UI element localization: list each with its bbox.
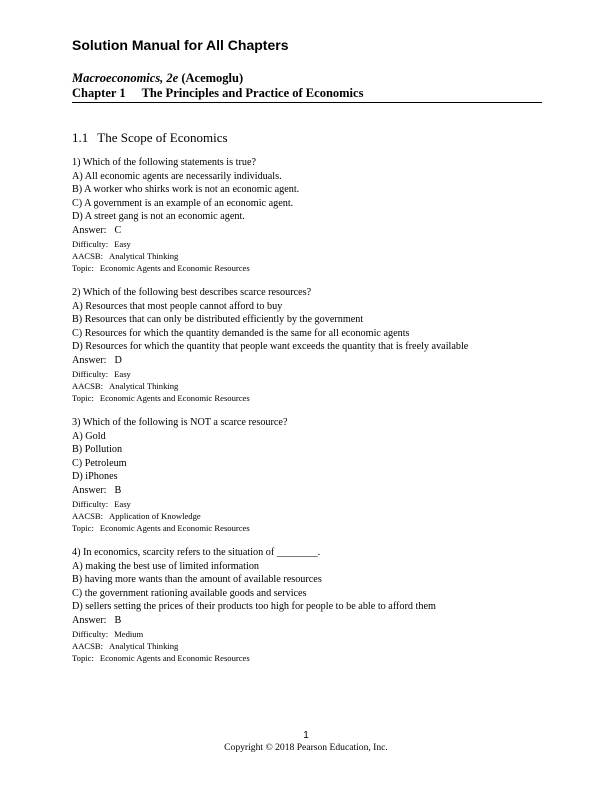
answer-option: B) Resources that can only be distributed efficiently by the government bbox=[72, 314, 364, 326]
answer-label: Answer: bbox=[72, 224, 107, 236]
topic-label: Topic: bbox=[72, 393, 94, 404]
answer-option: B) A worker who shirks work is not an economic agent. bbox=[72, 184, 300, 196]
answer-line bbox=[72, 224, 299, 238]
topic-value: Economic Agents and Economic Resources bbox=[99, 393, 250, 404]
answer-value: C bbox=[114, 224, 122, 236]
difficulty-line bbox=[72, 628, 436, 640]
answer-option: A) making the best use of limited information bbox=[72, 560, 260, 572]
question-block bbox=[72, 416, 287, 535]
difficulty-label: Difficulty: bbox=[72, 628, 109, 639]
answer-option: C) Petroleum bbox=[72, 457, 127, 469]
book-author: (Acemoglu) bbox=[181, 71, 244, 85]
aacsb-value: Analytical Thinking bbox=[109, 380, 179, 391]
difficulty-label: Difficulty: bbox=[72, 238, 109, 249]
section-number: 1.1 bbox=[72, 130, 89, 145]
aacsb-label: AACSB: bbox=[72, 250, 104, 261]
answer-label: Answer: bbox=[72, 484, 107, 496]
answer-line bbox=[72, 484, 287, 498]
difficulty-line bbox=[72, 238, 299, 250]
aacsb-value: Analytical Thinking bbox=[109, 250, 179, 261]
topic-line bbox=[72, 522, 287, 534]
answer-line bbox=[72, 614, 436, 628]
answer-option: B) having more wants than the amount of available resources bbox=[72, 574, 322, 586]
question-block bbox=[72, 286, 468, 405]
aacsb-label: AACSB: bbox=[72, 380, 104, 391]
chapter-heading bbox=[72, 86, 542, 103]
answer-option: C) Resources for which the quantity demanded is the same for all economic agents bbox=[72, 327, 410, 339]
question-stem: 4) In economics, scarcity refers to the situation of ________. bbox=[72, 547, 321, 558]
topic-value: Economic Agents and Economic Resources bbox=[99, 523, 250, 534]
section-title: The Scope of Economics bbox=[97, 130, 228, 145]
topic-line bbox=[72, 392, 468, 404]
topic-value: Economic Agents and Economic Resources bbox=[99, 653, 250, 664]
question-stem: 1) Which of the following statements is true? bbox=[72, 157, 256, 168]
answer-option: C) A government is an example of an economic agent. bbox=[72, 197, 294, 209]
answer-option: D) sellers setting the prices of their products too high for people to be able to afford them bbox=[72, 601, 436, 613]
topic-label: Topic: bbox=[72, 263, 94, 274]
aacsb-value: Analytical Thinking bbox=[109, 640, 179, 651]
difficulty-value: Easy bbox=[114, 368, 131, 379]
aacsb-value: Application of Knowledge bbox=[109, 510, 201, 521]
answer-line bbox=[72, 354, 468, 368]
topic-line bbox=[72, 262, 299, 274]
chapter-number: Chapter 1 bbox=[72, 86, 126, 100]
book-title-line bbox=[72, 71, 243, 86]
section-heading bbox=[72, 130, 228, 146]
answer-option: D) Resources for which the quantity that people want exceeds the quantity that is freely available bbox=[72, 341, 469, 353]
aacsb-line bbox=[72, 250, 299, 262]
question-stem: 2) Which of the following best describes scarce resources? bbox=[72, 287, 312, 298]
answer-value: D bbox=[114, 354, 122, 366]
aacsb-line bbox=[72, 510, 287, 522]
question-stem: 3) Which of the following is NOT a scarce resource? bbox=[72, 417, 288, 428]
aacsb-line bbox=[72, 380, 468, 392]
banner-title: Solution Manual for All Chapters bbox=[72, 37, 289, 53]
difficulty-value: Easy bbox=[114, 498, 131, 509]
difficulty-label: Difficulty: bbox=[72, 368, 109, 379]
difficulty-line bbox=[72, 498, 287, 510]
answer-label: Answer: bbox=[72, 614, 107, 626]
topic-line bbox=[72, 652, 436, 664]
topic-value: Economic Agents and Economic Resources bbox=[99, 263, 250, 274]
answer-option: B) Pollution bbox=[72, 444, 123, 456]
topic-label: Topic: bbox=[72, 523, 94, 534]
aacsb-line bbox=[72, 640, 436, 652]
answer-option: A) Gold bbox=[72, 430, 106, 442]
question-block bbox=[72, 546, 436, 665]
answer-option: D) iPhones bbox=[72, 471, 118, 483]
chapter-title: The Principles and Practice of Economics bbox=[141, 86, 364, 100]
answer-option: A) All economic agents are necessarily individuals. bbox=[72, 170, 282, 182]
copyright-notice: Copyright © 2018 Pearson Education, Inc. bbox=[224, 742, 388, 753]
answer-option: A) Resources that most people cannot afford to buy bbox=[72, 300, 283, 312]
difficulty-value: Easy bbox=[114, 238, 131, 249]
answer-option: C) the government rationing available goods and services bbox=[72, 587, 307, 599]
answer-value: B bbox=[114, 484, 122, 496]
difficulty-line bbox=[72, 368, 468, 380]
book-title: Macroeconomics, 2e bbox=[72, 71, 179, 85]
topic-label: Topic: bbox=[72, 653, 94, 664]
aacsb-label: AACSB: bbox=[72, 640, 104, 651]
question-block bbox=[72, 156, 299, 275]
answer-value: B bbox=[114, 614, 122, 626]
answer-label: Answer: bbox=[72, 354, 107, 366]
page-number: 1 bbox=[303, 730, 309, 741]
aacsb-label: AACSB: bbox=[72, 510, 104, 521]
difficulty-value: Medium bbox=[114, 628, 144, 639]
answer-option: D) A street gang is not an economic agent. bbox=[72, 211, 245, 223]
difficulty-label: Difficulty: bbox=[72, 498, 109, 509]
